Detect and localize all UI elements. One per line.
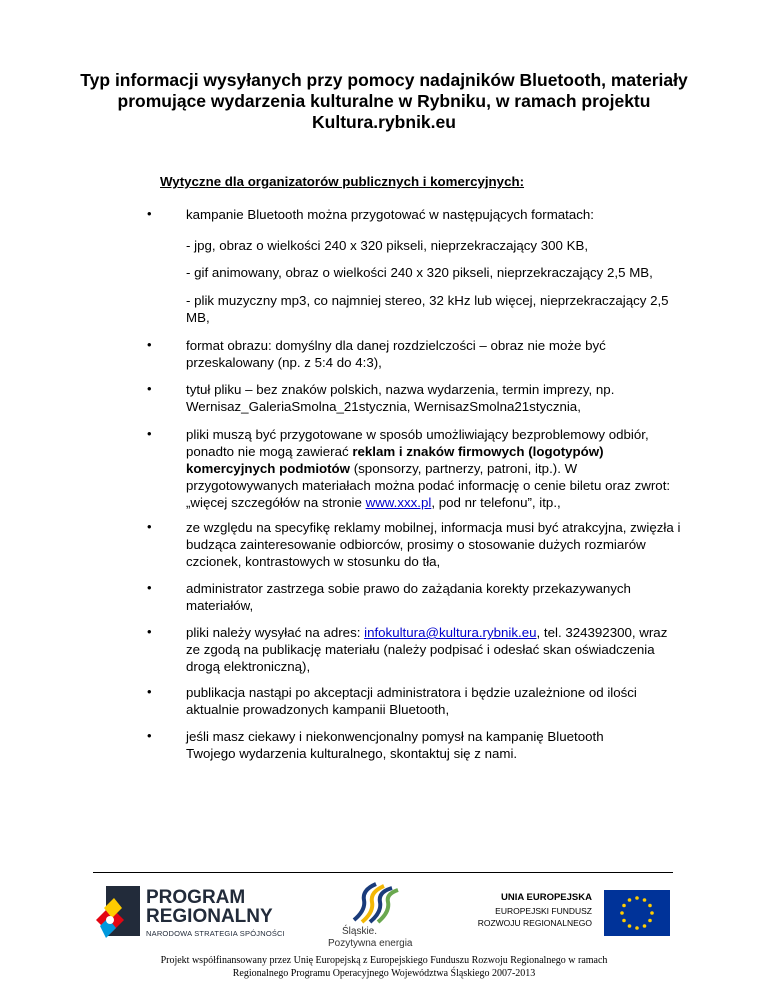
image-format-text: format obrazu: domyślny dla danej rozdzielczości – obraz nie może być przeskalowany (np. z 5:4 do 4:3), [186, 338, 606, 370]
eu-star [648, 919, 652, 923]
formats-text: kampanie Bluetooth można przygotować w następujących formatach: [186, 207, 594, 222]
list-item-idea [0, 728, 746, 762]
format-jpg: - jpg, obraz o wielkości 240 x 320 pikseli, nieprzekraczający 300 KB, [186, 238, 589, 253]
eu-title: UNIA EUROPEJSKA [501, 892, 592, 903]
example-link[interactable]: www.xxx.pl [365, 495, 432, 510]
file-title-text: tytuł pliku – bez znaków polskich, nazwa wydarzenia, termin imprezy, np. Wernisaz_GaleriaSmolna_21stycznia, WernisazSmolna21stycznia, [186, 382, 615, 414]
eu-fund-line1: EUROPEJSKI FUNDUSZ [495, 906, 592, 916]
eu-star [628, 898, 632, 902]
list-item-files [0, 426, 768, 511]
publication-text: publikacja nastąpi po akceptacji administratora i będzie uzależnione od ilości aktualnie prowadzonych kampanii Bluetooth, [186, 685, 637, 717]
bullet-icon: • [147, 519, 152, 534]
program-regionalny-logo [96, 884, 296, 944]
bullet-icon: • [147, 684, 152, 699]
bullet-icon: • [147, 381, 152, 396]
bullet-icon: • [147, 206, 152, 221]
email-link[interactable]: infokultura@kultura.rybnik.eu [364, 625, 537, 640]
bullet-icon: • [147, 580, 152, 595]
eu-star [650, 911, 654, 915]
eu-logo [477, 890, 670, 950]
eu-flag-icon [604, 890, 670, 936]
eu-star [648, 904, 652, 908]
footer-divider [93, 872, 673, 873]
eu-star [628, 924, 632, 928]
cofinancing-note: Projekt współfinansowany przez Unię Europejską z Europejskiego Funduszu Rozwoju Regionalnego w ramach Regionalnego Programu Operacyjnego Województwa Śląskiego 2007-2013 [160, 955, 608, 979]
files-bold-text: reklam i znaków firmowych (logotypów) komercyjnych podmiotów [186, 444, 604, 476]
bullet-icon: • [147, 426, 152, 441]
eu-star [635, 926, 639, 930]
format-mp3: - plik muzyczny mp3, co najmniej stereo, 32 kHz lub więcej, nieprzekraczający 2,5 MB, [186, 293, 669, 325]
eu-star [643, 924, 647, 928]
program-regionalny-emblem-icon [96, 884, 144, 944]
list-item-send [0, 624, 768, 675]
list-item-mobile [0, 519, 768, 570]
files-text: pliki muszą być przygotowane w sposób umożliwiający bezproblemowy odbiór, ponadto nie mogą zawierać reklam i znaków firmowych (logotypów) komercyjnych podmiotów (sponsorzy, partnerzy, patroni, itp.). W przygotowywanych materiałach można podać informację o cenie biletu oraz zwrot: „więcej szczegółów na stronie www.xxx.pl, pod nr telefonu”, itp., [186, 427, 671, 510]
list-item-publication [0, 684, 768, 718]
program-regionalny-subtitle: NARODOWA STRATEGIA SPÓJNOŚCI [146, 929, 285, 938]
eu-star [622, 904, 626, 908]
send-text: pliki należy wysyłać na adres: infokultura@kultura.rybnik.eu, tel. 324392300, wraz ze zgodą na publikację materiału (należy podpisać i odesłać skan oświadczenia drogą elektroniczną), [186, 625, 668, 674]
guidelines-heading: Wytyczne dla organizatorów publicznych i komercyjnych: [160, 174, 525, 189]
eu-star [620, 911, 624, 915]
list-item-formats [0, 206, 684, 223]
list-item-file-title [0, 381, 766, 415]
bullet-icon: • [147, 624, 152, 639]
slaskie-wave-icon [346, 880, 406, 924]
slaskie-motto: Pozytywna energia [328, 938, 413, 949]
mobile-text: ze względu na specyfikę reklamy mobilnej, informacja musi być atrakcyjna, zwięzła i budząca zainteresowanie odbiorców, prosimy o stosowanie dużych rozmiarów czcionek, kontrastowych w stosunku do tła, [186, 520, 681, 569]
eu-star [635, 896, 639, 900]
eu-star [643, 898, 647, 902]
slaskie-logo [320, 880, 430, 950]
eu-star [622, 919, 626, 923]
slaskie-name: Śląskie. [342, 926, 378, 937]
admin-text: administrator zastrzega sobie prawo do zażądania korekty przekazywanych materiałów, [186, 581, 631, 613]
document-title: Typ informacji wysyłanych przy pomocy nadajników Bluetooth, materiały promujące wydarzenia kulturalne w Rybniku, w ramach projektu Kultura.rybnik.eu [80, 70, 688, 132]
list-item-admin [0, 580, 768, 614]
format-gif: - gif animowany, obraz o wielkości 240 x 320 pikseli, nieprzekraczający 2,5 MB, [186, 265, 653, 280]
idea-text: jeśli masz ciekawy i niekonwencjonalny pomysł na kampanię Bluetooth Twojego wydarzenia kulturalnego, skontaktuj się z nami. [186, 729, 604, 761]
bullet-icon: • [147, 337, 152, 352]
eu-fund-line2: ROZWOJU REGIONALNEGO [477, 918, 592, 928]
bullet-icon: • [147, 728, 152, 743]
list-item-image-format [0, 337, 746, 371]
program-regionalny-wordmark: PROGRAM REGIONALNY [146, 887, 273, 927]
